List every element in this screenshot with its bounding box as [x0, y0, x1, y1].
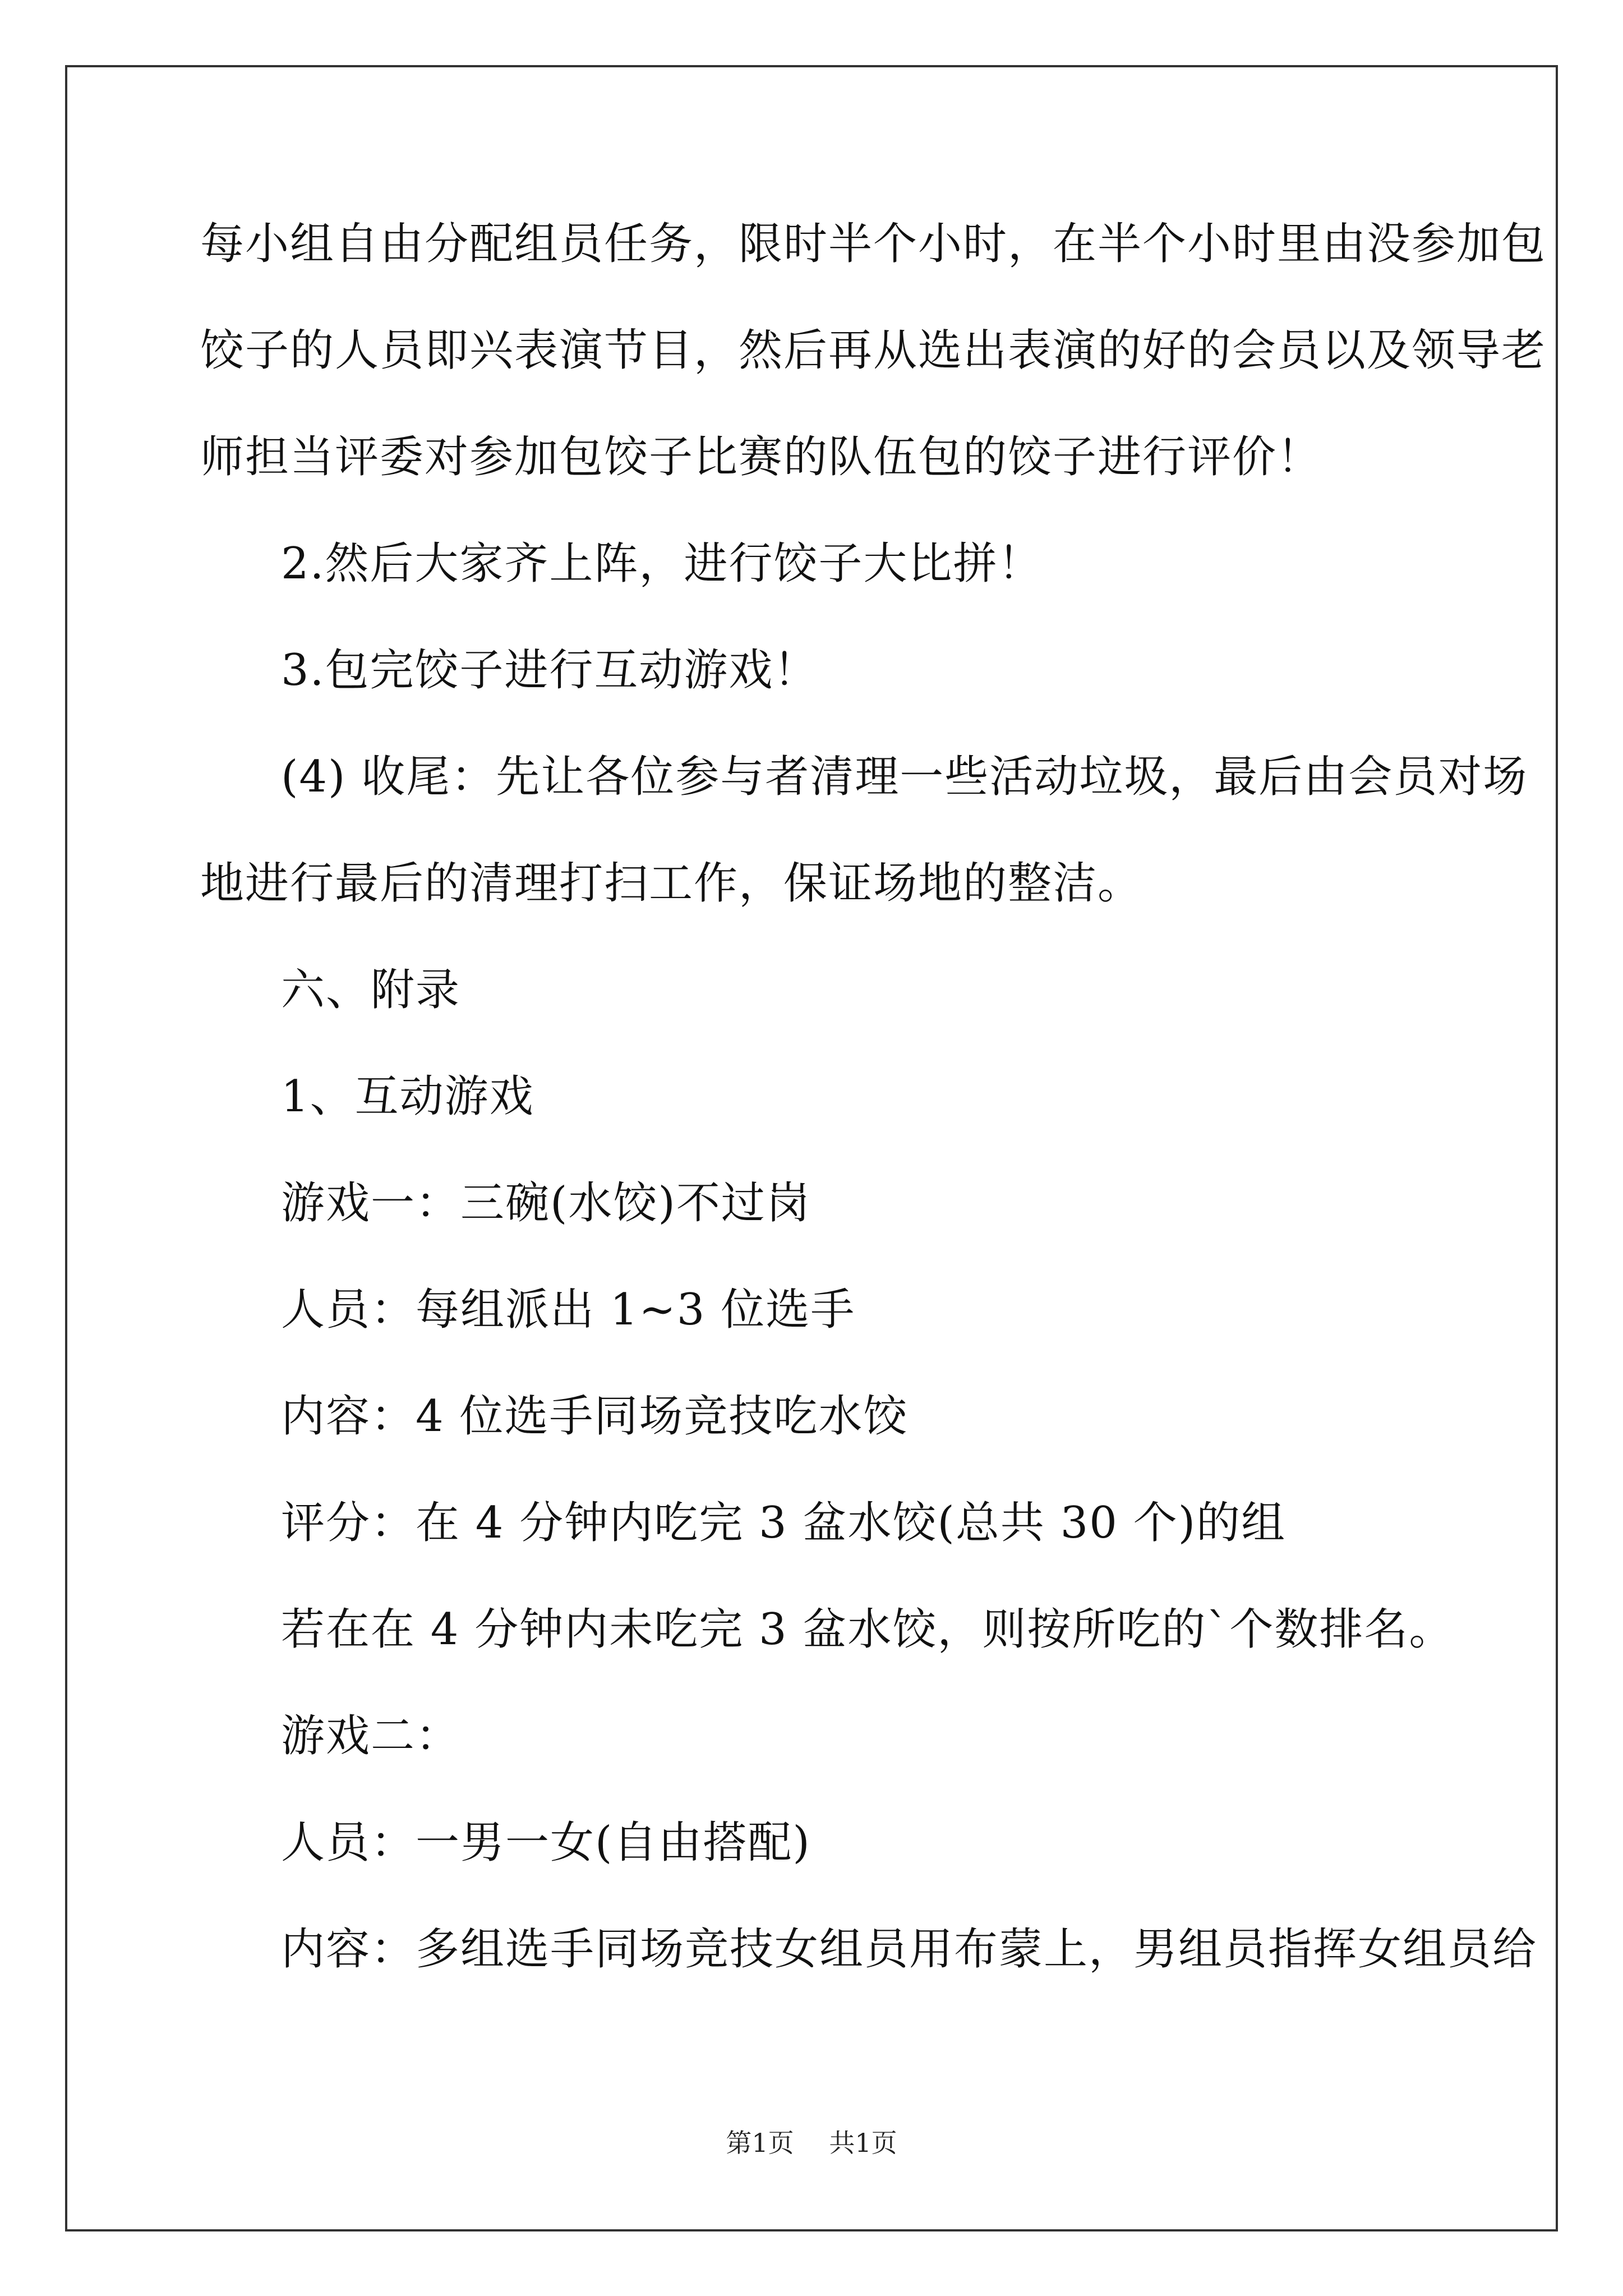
paragraph-line: 游戏二：: [281, 1711, 461, 1761]
page-footer: [0, 2126, 1623, 2160]
paragraph-line: 饺子的人员即兴表演节目，然后再从选出表演的好的会员以及领导老: [200, 325, 1547, 376]
paragraph-line: 游戏一：三碗(水饺)不过岗: [281, 1178, 811, 1228]
paragraph-line: 师担当评委对参加包饺子比赛的队伍包的饺子进行评价！: [200, 432, 1322, 482]
paragraph-line: (4) 收尾：先让各位参与者清理一些活动垃圾，最后由会员对场: [281, 752, 1528, 802]
page-number-current: 第1页: [726, 2128, 794, 2158]
document-body: [200, 213, 1547, 2025]
subsection-heading: 1、互动游戏: [281, 1071, 534, 1122]
paragraph-line: 内容：多组选手同场竞技女组员用布蒙上，男组员指挥女组员给: [281, 1924, 1538, 1975]
paragraph-line: 人员：每组派出 1~3 位选手: [281, 1285, 856, 1335]
section-heading: 六、附录: [281, 965, 461, 1015]
paragraph-line: 每小组自由分配组员任务，限时半个小时，在半个小时里由没参加包: [200, 219, 1547, 269]
paragraph-line: 若在在 4 分钟内未吃完 3 盆水饺，则按所吃的`个数排名。: [281, 1604, 1454, 1655]
paragraph-line: 3.包完饺子进行互动游戏！: [281, 645, 819, 696]
paragraph-line: 评分：在 4 分钟内吃完 3 盆水饺(总共 30 个)的组: [281, 1498, 1287, 1548]
paragraph-line: 内容：4 位选手同场竞技吃水饺: [281, 1391, 909, 1442]
page-number-total: 共1页: [829, 2128, 897, 2158]
paragraph-line: 2.然后大家齐上阵，进行饺子大比拼！: [281, 539, 1043, 589]
paragraph-line: 人员：一男一女(自由搭配): [281, 1818, 811, 1868]
paragraph-line: 地进行最后的清理打扫工作，保证场地的整洁。: [200, 858, 1143, 909]
